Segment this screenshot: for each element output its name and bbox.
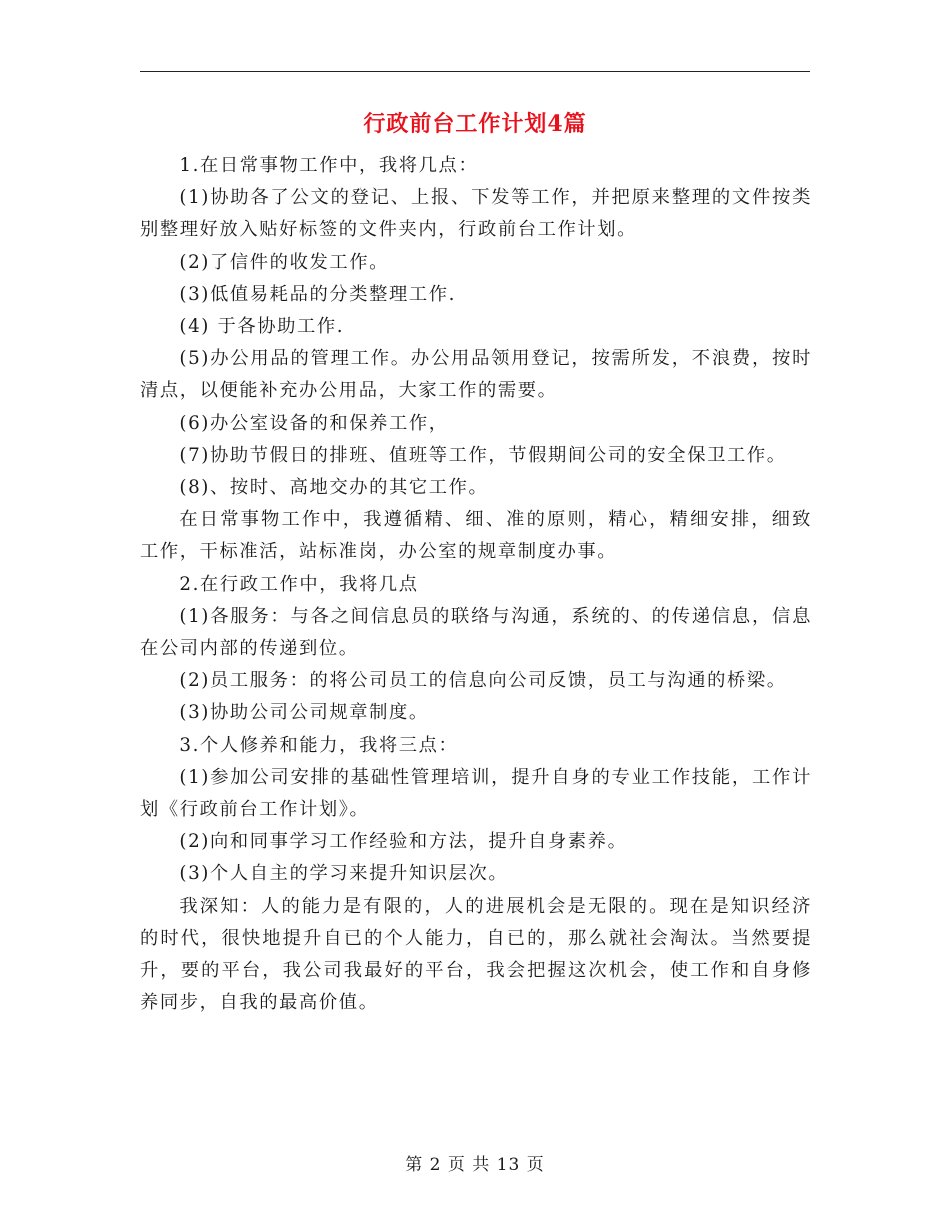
paragraph: (2)员工服务：的将公司员工的信息向公司反馈，员工与沟通的桥梁。 [179, 670, 787, 692]
page-footer [0, 1153, 950, 1177]
paragraph: 2.在行政工作中，我将几点 [179, 573, 419, 595]
paragraph: 1.在日常事物工作中，我将几点： [179, 155, 479, 176]
paragraph: (3)个人自主的学习来提升知识层次。 [179, 863, 509, 885]
paragraph: (2)了信件的收发工作。 [179, 251, 389, 273]
page-number: 第 2 页 共 13 页 [405, 1155, 545, 1175]
paragraph: 我深知：人的能力是有限的，人的进展机会是无限的。现在是知识经济的时代，很快地提升自已的个人能力，自已的，那么就社会淘汰。当然要提升，要的平台，我公司我最好的平台，我会把握这次机会，使工作和自身修养同步，自我的最高价值。 [140, 895, 812, 1014]
header-rule [140, 71, 810, 72]
document-body [140, 150, 812, 1019]
paragraph: 3.个人修养和能力，我将三点： [179, 734, 459, 756]
paragraph: (5)办公用品的管理工作。办公用品领用登记，按需所发，不浪费，按时清点，以便能补充办公用品，大家工作的需要。 [140, 348, 812, 402]
paragraph: (1)协助各了公文的登记、上报、下发等工作，并把原来整理的文件按类别整理好放入贴好标签的文件夹内，行政前台工作计划。 [140, 187, 812, 241]
paragraph: 在日常事物工作中，我遵循精、细、准的原则，精心，精细安排，细致工作，干标准活，站标准岗，办公室的规章制度办事。 [140, 509, 812, 563]
paragraph: (6)办公室设备的和保养工作， [179, 412, 449, 434]
document-title: 行政前台工作计划4篇 [363, 111, 587, 137]
paragraph: (3)协助公司公司规章制度。 [179, 702, 429, 724]
paragraph: (1)各服务：与各之间信息员的联络与沟通，系统的、的传递信息，信息在公司内部的传递到位。 [140, 605, 812, 660]
paragraph: (8)、按时、高地交办的其它工作。 [179, 477, 489, 499]
paragraph: (4) 于各协助工作. [179, 316, 345, 338]
paragraph: (3)低值易耗品的分类整理工作. [179, 283, 457, 305]
paragraph: (2)向和同事学习工作经验和方法，提升自身素养。 [179, 831, 628, 853]
paragraph: (1)参加公司安排的基础性管理培训，提升自身的专业工作技能，工作计划《行政前台工作计划》。 [140, 766, 812, 821]
paragraph: (7)协助节假日的排班、值班等工作，节假期间公司的安全保卫工作。 [179, 444, 787, 466]
